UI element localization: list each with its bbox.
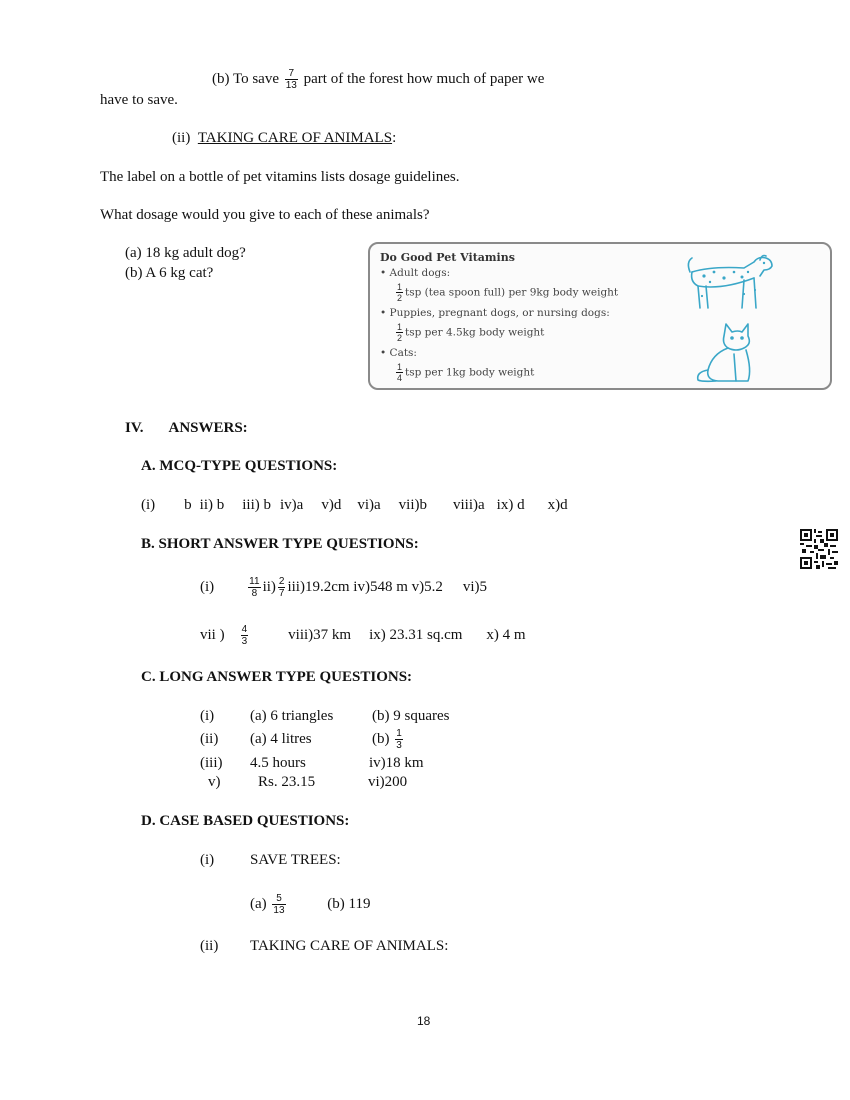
label-bullet-puppies: • Puppies, pregnant dogs, or nursing dogs: [380, 307, 610, 319]
fraction-2-7: $\frac{2}{7}$ [278, 576, 285, 600]
fraction-5-13: $\frac{5}{13}$ [273, 893, 285, 917]
long-answers-row-4: v) Rs. 23.15 vi)200 [208, 774, 408, 790]
case-answer-i-values: (a) $\frac{5}{13}$ (b) 119 [250, 893, 371, 917]
question-a: (a) 18 kg adult dog? [125, 245, 246, 261]
section-title-animals: (ii) TAKING CARE OF ANIMALS: [172, 130, 397, 146]
case-question-b-line2: have to save. [100, 92, 178, 108]
label-bullet-adult-dogs: • Adult dogs: [380, 267, 451, 279]
case-answer-ii: (ii) TAKING CARE OF ANIMALS: [200, 938, 449, 954]
qr-code [800, 529, 838, 569]
short-answers-row-2: vii ) $\frac{4}{3}$ viii)37 km ix) 23.31 sq.cm x) 4 m [200, 624, 526, 648]
label-dose-cats: $\frac{1}{4}$ tsp per 1kg body weight [397, 362, 535, 383]
intro-line-1: The label on a bottle of pet vitamins lists dosage guidelines. [100, 169, 460, 185]
answers-heading: IV. ANSWERS: [125, 420, 248, 436]
short-answers-row-1: (i) $\frac{11}{8}$ ii) $\frac{2}{7}$ iii)19.2cm iv)548 m v)5.2 vi)5 [200, 576, 488, 600]
case-answer-i: (i) SAVE TREES: [200, 852, 341, 868]
case-question-b: (b) To save $\frac{7}{13}$ part of the forest how much of paper we [212, 68, 545, 91]
label-bullet-cats: • Cats: [380, 347, 417, 359]
dog-illustration [682, 250, 778, 314]
fraction-1-3: $\frac{1}{3}$ [396, 728, 402, 752]
fraction-11-8: $\frac{11}{8}$ [249, 576, 260, 600]
section-a-title: A. MCQ-TYPE QUESTIONS: [141, 458, 338, 474]
pet-vitamin-label [368, 242, 832, 390]
label-dose-puppies: $\frac{1}{2}$ tsp per 4.5kg body weight [397, 322, 545, 343]
page-number: 18 [417, 1014, 431, 1028]
long-answers-row-3: (iii) 4.5 hours iv)18 km [200, 755, 424, 771]
section-c-title: C. LONG ANSWER TYPE QUESTIONS: [141, 669, 413, 685]
label-dose-adult-dogs: $\frac{1}{2}$ tsp (tea spoon full) per 9kg body weight [397, 282, 619, 303]
question-b: (b) A 6 kg cat? [125, 265, 214, 281]
fraction-4-3: $\frac{4}{3}$ [241, 624, 248, 648]
intro-line-2: What dosage would you give to each of these animals? [100, 207, 430, 223]
cat-illustration [690, 320, 760, 384]
long-answers-row-1: (i) (a) 6 triangles (b) 9 squares [200, 708, 450, 724]
section-b-title: B. SHORT ANSWER TYPE QUESTIONS: [141, 536, 419, 552]
label-title: Do Good Pet Vitamins [380, 251, 515, 264]
fraction-7-13: $\frac{7}{13}$ [285, 68, 297, 91]
long-answers-row-2: (ii) (a) 4 litres (b) $\frac{1}{3}$ [200, 728, 402, 752]
section-d-title: D. CASE BASED QUESTIONS: [141, 813, 350, 829]
mcq-answers-row: (i) b ii) b iii) b iv)a v)d vi)a vii)b viii)a ix) d x)d [141, 497, 568, 513]
